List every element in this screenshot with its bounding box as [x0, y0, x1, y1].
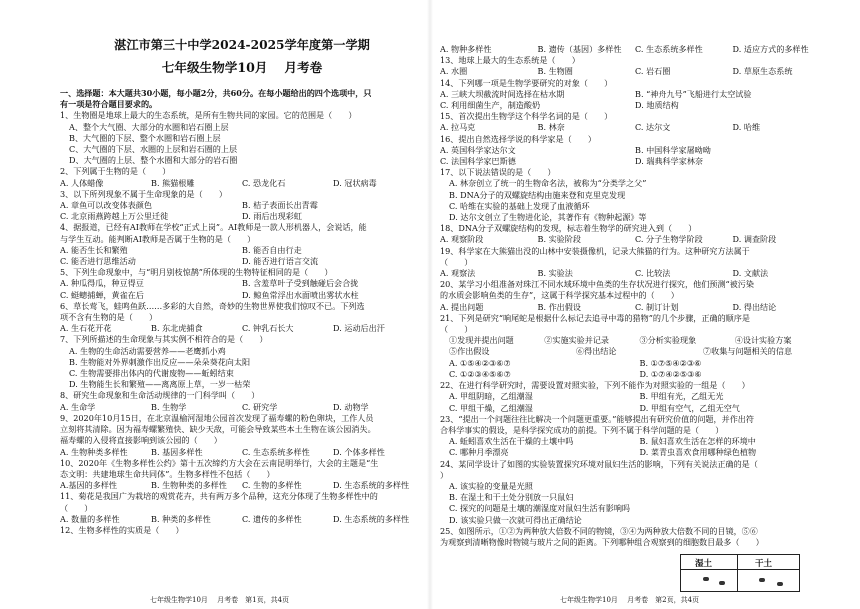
option-row	[440, 234, 830, 245]
option-row	[60, 514, 424, 525]
answer-option: B. 桔子表面长出青霉	[242, 200, 318, 211]
question-line: A. 林奈创立了统一的生物命名法，被称为“分类学之父”	[449, 178, 647, 189]
question-line: 的水质会影响鱼类的生存”，这属于科学探究基本过程中的（ ）	[440, 290, 679, 301]
answer-option: D. ①⑦④②⑤③⑥	[639, 368, 702, 379]
answer-option: C. 利用细菌生产，制造酸奶	[440, 100, 541, 111]
option-row	[440, 66, 830, 77]
option-row	[440, 358, 830, 369]
option-row	[440, 268, 830, 279]
question-line: ）	[440, 469, 449, 480]
question-line: 一、选择题：本大题共30小题，每小题2分，共60分。在每小题给出的四个选项中，只	[60, 88, 372, 98]
answer-option: B. ①⑦⑤④②③⑥	[639, 357, 702, 368]
option-row	[60, 323, 424, 334]
question-line: 11、菊花是我国广为栽培的观赏花卉，共有两万多个品种，这充分体现了生物多样性中的	[60, 491, 378, 502]
answer-option: C. 恐龙化石	[242, 177, 286, 188]
answer-option: ①发现并提出问题	[449, 335, 514, 346]
answer-option: C. 哪种月季漂亮	[449, 447, 509, 458]
option-row	[440, 346, 830, 357]
option-row	[440, 447, 830, 458]
question-line: 13、地球上最大的生态系统是（ ）	[440, 55, 580, 66]
question-line: A、整个大气圈、大部分的水圈和岩石圈上层	[69, 121, 229, 132]
answer-option: C. 北京雨燕跨越上万公里迁徙	[60, 211, 169, 222]
answer-option: A. 人体蜡像	[60, 177, 104, 188]
option-row	[440, 44, 830, 55]
answer-option: C. ①②③④⑤⑥⑦	[449, 368, 511, 379]
option-row	[440, 302, 830, 313]
answer-option: B. “神舟九号”飞船进行太空试验	[635, 88, 752, 99]
answer-option: D. 甲组有空气，乙组无空气	[639, 402, 740, 413]
answer-option: A. 观察阶段	[440, 234, 484, 245]
question-line: 9、2020年10月15日，在北京温榆河湿地公园首次发现了福寿螺的粉色卵块，工作人员	[60, 412, 374, 423]
question-line: 7、下列所描述的生命现象与其实例不相符合的是（ ）	[60, 334, 268, 345]
question-line: 22、在进行科学研究时，需要设置对照实验，下列不能作为对照实验的一组是（ ）	[440, 380, 750, 391]
answer-option: B. 基因多样性	[151, 446, 203, 457]
answer-option: D. 菜青虫喜欢食用哪种绿色植物	[639, 447, 757, 458]
answer-option: D. 鲸鱼常浮出水面喷出雾状水柱	[242, 289, 359, 300]
question-line: C. 探究的问题是土壤的潮湿度对鼠妇生活有影响吗	[449, 503, 631, 514]
answer-option: A. 数量的多样性	[60, 513, 120, 524]
question-line: 项不含有生物的是（ ）	[60, 312, 158, 323]
option-row	[60, 211, 424, 222]
question-line: 14、下列哪一项是生物学要研究的对象（ ）	[440, 77, 613, 88]
question-line: 福寿螺的入侵将直接影响到该公园的（ ）	[60, 435, 222, 446]
option-row	[440, 403, 830, 414]
question-line: 12、生物多样性的实质是（ ）	[60, 524, 184, 535]
question-line: B. 在湿土和干土处分别放一只鼠妇	[449, 492, 574, 503]
option-row	[60, 200, 424, 211]
option-row	[60, 245, 424, 256]
answer-option: C. 研究学	[242, 401, 278, 412]
answer-option: A. 水圈	[440, 66, 468, 77]
question-line: C. 生物需要排出体内的代谢废物——蚯蚓结束	[69, 368, 234, 379]
answer-option: A. 蚯蚓喜欢生活在干燥的土壤中吗	[449, 436, 574, 447]
answer-option: C. 比较法	[635, 268, 671, 279]
answer-option: A. 提出问题	[440, 301, 484, 312]
answer-option: B. 遗传（基因）多样性	[537, 44, 622, 54]
answer-option: D. 动物学	[333, 401, 369, 412]
answer-option: B. 鼠妇喜欢生活在怎样的环境中	[639, 436, 756, 447]
answer-option: D. 哈维	[732, 122, 761, 133]
answer-option: ⑤作出假设	[449, 346, 490, 357]
answer-option: A. 生命学	[60, 401, 96, 412]
answer-option: D. 生态系统的多样性	[333, 480, 410, 491]
question-list	[60, 88, 424, 536]
question-line: 与学生互动。能判断AI教师是否属于生物的是（ ）	[60, 233, 256, 244]
page-1-content	[0, 0, 430, 536]
answer-option: C. 生态系统多样性	[635, 44, 703, 54]
woodlouse-icon	[759, 578, 765, 582]
answer-option: B. 生物学	[151, 401, 187, 412]
answer-option: A. 生物种类多样性	[60, 446, 128, 457]
question-line: D、大气圈的上层、整个水圈和大部分的岩石圈	[69, 155, 238, 166]
answer-option: A. 章鱼可以改变体表颜色	[60, 200, 152, 211]
question-line: 有一项是符合题目要求的。	[60, 99, 158, 110]
answer-option: ③分析实验现象	[639, 335, 697, 346]
option-row	[440, 436, 830, 447]
question-line: B. DNA分子的双螺旋结构由施来登和克里克发现	[449, 189, 626, 200]
question-line: 20、某学习小组准备对珠江不同水域环境中鱼类的生存状况进行探究，他们预测“被污染	[440, 279, 754, 290]
option-row	[440, 369, 830, 380]
question-line: 1、生物圈是地球上最大的生态系统，是所有生物共同的家园。它的范围是（ ）	[60, 110, 357, 121]
answer-option: B. 生物种类的多样性	[151, 480, 227, 491]
question-line: 5、下列生命现象中，与“明月别枝惊鹊”所体现的生物特征相同的是（ ）	[60, 267, 333, 278]
answer-option: A.基因的多样性	[60, 480, 117, 491]
answer-option: B. 种类的多样性	[151, 513, 211, 524]
option-row	[440, 145, 830, 156]
figure-line	[681, 569, 799, 570]
answer-option: C. 甲组干燥，乙组潮湿	[449, 402, 533, 413]
answer-option: C. 达尔文	[635, 122, 671, 133]
question-line: 25、如图所示，①②为两种放大倍数不同的物镜，③④为两种放大倍数不同的目镜，⑤⑥	[440, 525, 758, 536]
exam-page-2	[430, 0, 860, 609]
option-row	[60, 480, 424, 491]
question-line: 17、以下说法错误的是（ ）	[440, 167, 556, 178]
answer-option: C. 能否进行思维活动	[60, 256, 136, 267]
question-line: 19、科学家在大熊猫出没的山林中安装摄像机，记录大熊猫的行为。这种研究方法属于	[440, 245, 750, 256]
answer-option: B. 熊猫根雕	[151, 177, 195, 188]
question-list	[440, 44, 830, 548]
option-row	[440, 391, 830, 402]
question-line: 2、下列属于生物的是（ ）	[60, 166, 171, 177]
question-line: 18、DNA分子双螺旋结构的发现，标志着生物学的研究进入到（ ）	[440, 223, 697, 234]
answer-option: A. 种瓜得瓜，种豆得豆	[60, 278, 144, 289]
answer-option: C. 分子生物学阶段	[635, 234, 703, 245]
answer-option: D. 雨后出现彩虹	[242, 211, 302, 222]
option-row	[60, 178, 424, 189]
option-row	[440, 89, 830, 100]
answer-option: B. 作出假设	[537, 301, 581, 312]
option-row	[60, 290, 424, 301]
question-line: （ ）	[60, 502, 93, 513]
question-line: A. 生物的生命活动需要营养——老鹰抓小鸡	[69, 345, 226, 356]
answer-option: D. 草原生态系统	[732, 66, 793, 77]
question-line: （ ）	[440, 256, 473, 267]
dry-soil-label: 干土	[755, 559, 773, 569]
option-row	[440, 335, 830, 346]
question-line: 4、据报道，已经有AI教师在学校“正式上岗”。AI教师是一款人形机器人，会说话，能	[60, 222, 367, 233]
woodlouse-icon	[777, 582, 783, 586]
answer-option: C. 岩石圈	[635, 66, 671, 77]
option-row	[440, 122, 830, 133]
answer-option: C. 钟乳石长大	[242, 323, 294, 334]
answer-option: C. 制订计划	[635, 301, 679, 312]
option-row	[60, 402, 424, 413]
answer-option: D. 适应方式的多样性	[732, 44, 809, 54]
option-row	[60, 256, 424, 267]
page-2-content	[430, 0, 860, 548]
answer-option: A. 甲组阴暗，乙组潮湿	[449, 391, 533, 402]
answer-option: A. 拉马克	[440, 122, 476, 133]
answer-option: D. 调查阶段	[732, 234, 777, 245]
answer-option: B. 林奈	[537, 122, 565, 133]
answer-option: D. 文献法	[732, 268, 769, 279]
question-line: D. 生物能生长和繁殖——离离原上草，一岁一枯荣	[69, 379, 251, 390]
answer-option: D. 得出结论	[732, 301, 777, 312]
answer-option: ⑦收集与问题相关的信息	[703, 346, 793, 357]
answer-option: A. ①⑤④②③⑥⑦	[449, 357, 511, 368]
answer-option: D. 运动后出汗	[333, 323, 385, 334]
answer-option: B. 生物圈	[537, 66, 573, 77]
answer-option: B. 含羞草叶子受到触碰后会合拢	[242, 278, 359, 289]
question-line: 为观察到清晰物像时物镜与玻片之间的距离。下列哪种组合观察到的细胞数目最多（ ）	[440, 536, 764, 547]
answer-option: D. 生态系统的多样性	[333, 513, 410, 524]
answer-option: D. 个体多样性	[333, 446, 385, 457]
question-line: 6、草长莺飞，蛙鸣鱼跃……多彩的大自然，奇妙的生物世界使我们惊叹不已。下列选	[60, 300, 365, 311]
answer-option: C. 生态系统多样性	[242, 446, 310, 457]
question-line: D. 达尔文创立了生物进化论，其著作有《物种起源》等	[449, 212, 647, 223]
answer-option: A. 三峡大坝截流时间选择在枯水期	[440, 88, 565, 99]
woodlouse-icon	[703, 577, 709, 581]
option-row	[440, 156, 830, 167]
page-footer: 七年级生物学10月 月考卷 第2页，共4页	[560, 596, 700, 604]
question-line: 24、某同学设计了如图的实验装置探究环境对鼠妇生活的影响，下列有关说法正确的是（	[440, 458, 758, 469]
answer-option: B. 东北虎捕食	[151, 323, 203, 334]
question-line: 合科学事实的假设，是科学探究成功的前提。下列不属于科学问题的是（ ）	[440, 424, 724, 435]
woodlouse-icon	[719, 581, 725, 585]
answer-option: B. 甲组有光，乙组无光	[639, 391, 724, 402]
question-line: 23、“提出一个问题往往比解决一个问题更重要。”能够提出有研究价值的问题，并作出符	[440, 413, 754, 424]
answer-option: B. 实验法	[537, 268, 573, 279]
question-line: 10、2020年《生物多样性公约》第十五次缔约方大会在云南昆明举行，大会的主题是“生	[60, 457, 379, 468]
option-row	[440, 100, 830, 111]
answer-option: C. 生物的多样性	[242, 480, 302, 491]
answer-option: A. 物种多样性	[440, 44, 492, 54]
answer-option: C. 遗传的多样性	[242, 513, 302, 524]
question-line: B. 生物能对外界刺激作出反应——朵朵葵花向太阳	[69, 356, 251, 367]
question-line: 立刻将其清除。因为福寿螺繁殖快、缺少天敌，可能会导致某些本土生物在该公园消失。	[60, 424, 376, 435]
answer-option: ④设计实验方案	[734, 335, 792, 346]
option-row	[60, 447, 424, 458]
soil-figure	[680, 554, 800, 592]
answer-option: ②实施实验并记录	[544, 335, 610, 346]
question-line: 16、提出自然选择学说的科学家是（ ）	[440, 133, 596, 144]
exam-subtitle: 七年级生物学10月 月考卷	[161, 60, 323, 75]
answer-option: A. 英国科学家达尔文	[440, 144, 516, 155]
answer-option: D. 冠状病毒	[333, 177, 377, 188]
question-line: D. 该实验只做一次就可得出正确结论	[449, 514, 582, 525]
question-line: C、大气圈的下层、水圈的上层和岩石圈的上层	[69, 144, 238, 155]
answer-option: ⑥得出结论	[576, 346, 617, 357]
question-line: 21、下列是研究“响尾蛇是根据什么标记去追寻中毒的猎物”的几个步骤，正确的顺序是	[440, 312, 750, 323]
answer-option: B. 能否自由行走	[242, 244, 302, 255]
answer-option: C. 法国科学家巴斯德	[440, 156, 516, 167]
answer-option: A. 能否生长和繁殖	[60, 244, 128, 255]
question-line: 15、首次提出生物学这个科学名词的是（ ）	[440, 111, 613, 122]
figure-divider	[737, 555, 738, 591]
question-line: 3、以下所列现象不属于生命现象的是（ ）	[60, 188, 228, 199]
answer-option: D. 能否进行语言交流	[242, 256, 319, 267]
question-line: 态文明：共建地球生命共同体”。生物多样性不包括（ ）	[60, 468, 275, 479]
page-footer: 七年级生物学10月 月考卷 第1页，共4页	[150, 596, 290, 604]
question-line: 8、研究生命现象和生命活动规律的一门科学叫（ ）	[60, 390, 260, 401]
question-line: A. 该实验的变量是光照	[449, 480, 533, 491]
answer-option: A. 观察法	[440, 268, 476, 279]
question-line: （ ）	[440, 324, 473, 335]
answer-option: D. 瑞典科学家林奈	[635, 156, 704, 167]
answer-option: D. 地质结构	[635, 100, 679, 111]
question-line: C. 哈维在实验的基础上发现了血液循环	[449, 200, 590, 211]
wet-soil-label: 湿土	[695, 559, 713, 569]
answer-option: B. 中国科学家屠呦呦	[635, 144, 711, 155]
answer-option: A. 生石花开花	[60, 323, 112, 334]
answer-option: B. 实验阶段	[537, 234, 581, 245]
exam-title: 湛江市第三十中学2024-2025学年度第一学期	[114, 38, 370, 52]
option-row	[60, 278, 424, 289]
answer-option: C. 蜓蟌捕蝉，黄雀在后	[60, 289, 144, 300]
question-line: B、大气圈的下层、整个水圈和岩石圈上层	[69, 132, 221, 143]
